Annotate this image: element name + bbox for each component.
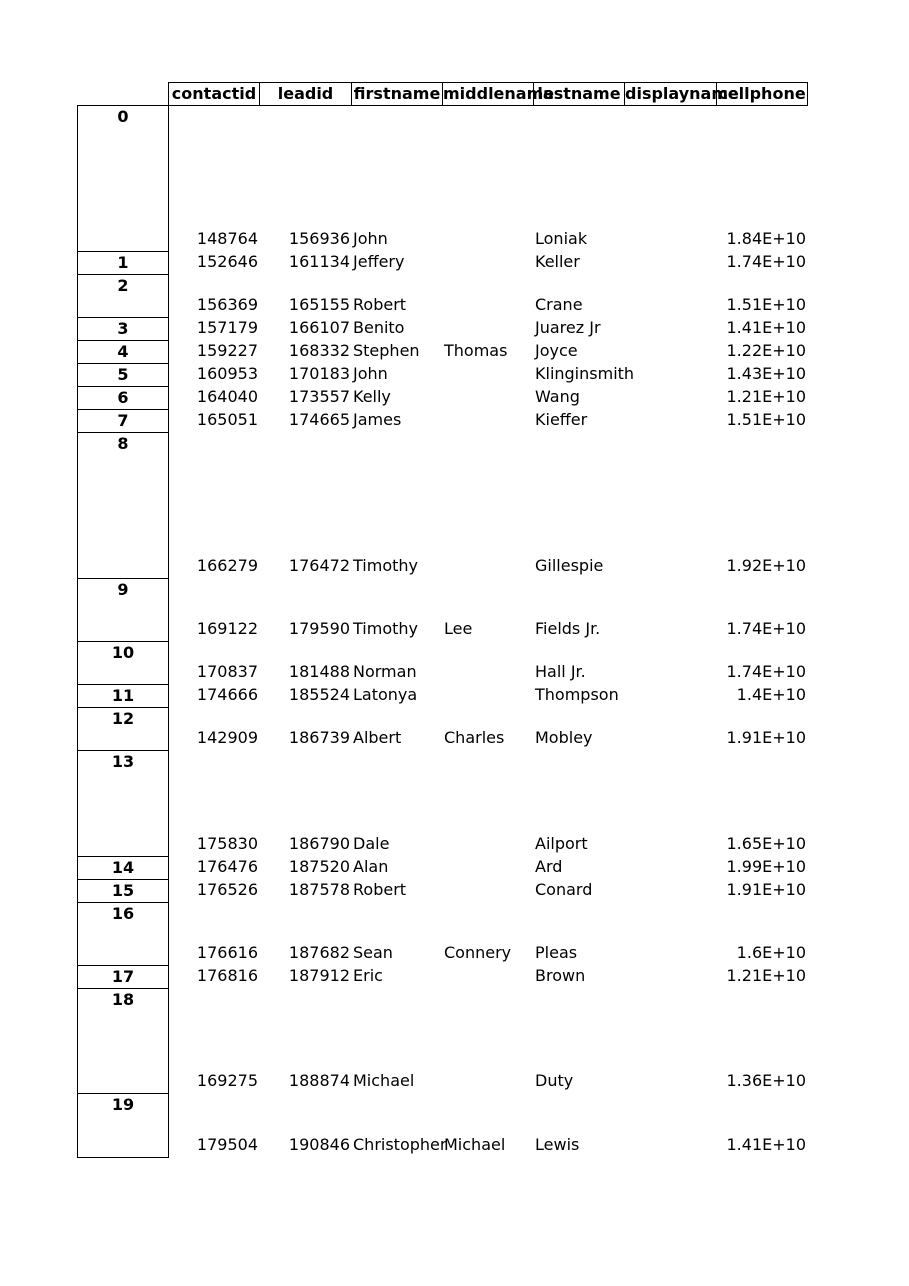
cell-cellphone[interactable]: 1.91E+10 [726,880,806,899]
cell-displayname[interactable] [626,318,717,338]
cell-firstname[interactable]: Albert [353,728,402,747]
cell-cellphone[interactable]: 1.21E+10 [726,387,806,406]
row-index[interactable]: 8 [77,432,169,579]
cell-contactid[interactable]: 164040 [196,387,258,406]
cell-displayname[interactable] [626,295,717,315]
row-index[interactable]: 3 [77,317,169,341]
cell-firstname[interactable]: Robert [353,880,407,899]
cell-leadid[interactable]: 170183 [288,364,350,383]
column-header-leadid[interactable]: leadid [259,82,352,106]
cell-contactid[interactable]: 148764 [196,229,258,248]
row-index[interactable]: 13 [77,750,169,857]
cell-contactid[interactable]: 152646 [196,252,258,271]
cell-cellphone[interactable]: 1.22E+10 [726,341,806,360]
cell-displayname[interactable] [626,1135,717,1155]
cell-firstname[interactable]: Michael [353,1071,415,1090]
row-index[interactable]: 2 [77,274,169,318]
cell-firstname[interactable]: Norman [353,662,417,681]
cell-firstname[interactable]: Alan [353,857,389,876]
cell-contactid[interactable]: 165051 [196,410,258,429]
cell-middlename[interactable] [444,834,534,854]
cell-cellphone[interactable]: 1.84E+10 [726,229,806,248]
cell-contactid[interactable]: 157179 [196,318,258,337]
cell-firstname[interactable]: Kelly [353,387,391,406]
row-index[interactable]: 14 [77,856,169,880]
cell-leadid[interactable]: 179590 [288,619,350,638]
column-header-lastname[interactable]: lastname [533,82,625,106]
cell-cellphone[interactable]: 1.74E+10 [726,662,806,681]
cell-firstname[interactable]: Robert [353,295,407,314]
cell-contactid[interactable]: 176526 [196,880,258,899]
cell-leadid[interactable]: 168332 [288,341,350,360]
cell-displayname[interactable] [626,1071,717,1091]
cell-middlename[interactable] [444,662,534,682]
cell-middlename[interactable] [444,252,534,272]
cell-displayname[interactable] [626,662,717,682]
row-index[interactable]: 1 [77,251,169,275]
cell-contactid[interactable]: 169275 [196,1071,258,1090]
column-header-displayname[interactable]: displayname [624,82,717,106]
cell-displayname[interactable] [626,834,717,854]
cell-leadid[interactable]: 173557 [288,387,350,406]
column-header-contactid[interactable]: contactid [168,82,260,106]
cell-lastname[interactable]: Mobley [535,728,593,747]
cell-leadid[interactable]: 161134 [288,252,350,271]
cell-cellphone[interactable]: 1.99E+10 [726,857,806,876]
cell-middlename[interactable]: Lee [444,619,473,638]
row-index[interactable]: 10 [77,641,169,685]
cell-lastname[interactable]: Conard [535,880,593,899]
cell-firstname[interactable]: Latonya [353,685,418,704]
cell-leadid[interactable]: 176472 [288,556,350,575]
cell-contactid[interactable]: 156369 [196,295,258,314]
cell-leadid[interactable]: 165155 [288,295,350,314]
cell-cellphone[interactable]: 1.51E+10 [726,295,806,314]
cell-contactid[interactable]: 142909 [196,728,258,747]
cell-leadid[interactable]: 174665 [288,410,350,429]
column-header-firstname[interactable]: firstname [351,82,443,106]
cell-lastname[interactable]: Ailport [535,834,588,853]
cell-middlename[interactable]: Charles [444,728,505,747]
cell-displayname[interactable] [626,229,717,249]
cell-leadid[interactable]: 187520 [288,857,350,876]
cell-firstname[interactable]: Jeffery [353,252,405,271]
cell-cellphone[interactable]: 1.92E+10 [726,556,806,575]
cell-lastname[interactable]: Thompson [535,685,619,704]
cell-middlename[interactable] [444,364,534,384]
cell-displayname[interactable] [626,685,717,705]
cell-lastname[interactable]: Duty [535,1071,574,1090]
cell-middlename[interactable] [444,857,534,877]
cell-lastname[interactable]: Ard [535,857,563,876]
cell-cellphone[interactable]: 1.36E+10 [726,1071,806,1090]
cell-contactid[interactable]: 159227 [196,341,258,360]
cell-contactid[interactable]: 166279 [196,556,258,575]
cell-middlename[interactable] [444,685,534,705]
cell-contactid[interactable]: 176476 [196,857,258,876]
row-index[interactable]: 18 [77,988,169,1094]
cell-leadid[interactable]: 190846 [288,1135,350,1154]
cell-firstname[interactable]: John [353,229,388,248]
cell-lastname[interactable]: Gillespie [535,556,604,575]
column-header-cellphone[interactable]: cellphone [716,82,808,106]
row-index[interactable]: 4 [77,340,169,364]
cell-lastname[interactable]: Klinginsmith [535,364,635,383]
cell-displayname[interactable] [626,619,717,639]
cell-firstname[interactable]: Sean [353,943,393,962]
cell-displayname[interactable] [626,966,717,986]
row-index[interactable]: 19 [77,1093,169,1158]
cell-middlename[interactable] [444,880,534,900]
row-index[interactable]: 11 [77,684,169,708]
cell-firstname[interactable]: Dale [353,834,390,853]
cell-leadid[interactable]: 188874 [288,1071,350,1090]
cell-lastname[interactable]: Loniak [535,229,588,248]
row-index[interactable]: 7 [77,409,169,433]
cell-middlename[interactable] [444,1071,534,1091]
cell-middlename[interactable]: Connery [444,943,512,962]
cell-cellphone[interactable]: 1.91E+10 [726,728,806,747]
column-header-middlename[interactable]: middlename [442,82,534,106]
cell-leadid[interactable]: 186739 [288,728,350,747]
cell-lastname[interactable]: Pleas [535,943,578,962]
cell-cellphone[interactable]: 1.41E+10 [726,1135,806,1154]
cell-cellphone[interactable]: 1.43E+10 [726,364,806,383]
cell-displayname[interactable] [626,387,717,407]
cell-lastname[interactable]: Juarez Jr [535,318,601,337]
cell-leadid[interactable]: 166107 [288,318,350,337]
cell-middlename[interactable] [444,229,534,249]
cell-lastname[interactable]: Brown [535,966,586,985]
cell-displayname[interactable] [626,410,717,430]
cell-contactid[interactable]: 176616 [196,943,258,962]
cell-leadid[interactable]: 187912 [288,966,350,985]
cell-cellphone[interactable]: 1.74E+10 [726,252,806,271]
cell-displayname[interactable] [626,364,717,384]
cell-cellphone[interactable]: 1.4E+10 [736,685,806,704]
cell-displayname[interactable] [626,728,717,748]
cell-middlename[interactable] [444,966,534,986]
cell-leadid[interactable]: 181488 [288,662,350,681]
row-index[interactable]: 12 [77,707,169,751]
cell-contactid[interactable]: 174666 [196,685,258,704]
cell-lastname[interactable]: Joyce [535,341,578,360]
cell-cellphone[interactable]: 1.21E+10 [726,966,806,985]
cell-contactid[interactable]: 175830 [196,834,258,853]
cell-contactid[interactable]: 169122 [196,619,258,638]
cell-middlename[interactable]: Michael [444,1135,506,1154]
cell-leadid[interactable]: 187682 [288,943,350,962]
cell-displayname[interactable] [626,943,717,963]
cell-displayname[interactable] [626,341,717,361]
row-index[interactable]: 0 [77,105,169,252]
cell-displayname[interactable] [626,857,717,877]
cell-firstname[interactable]: Stephen [353,341,420,360]
cell-firstname[interactable]: Christopher [353,1135,447,1154]
cell-middlename[interactable] [444,387,534,407]
cell-lastname[interactable]: Keller [535,252,580,271]
row-index[interactable]: 6 [77,386,169,410]
cell-contactid[interactable]: 176816 [196,966,258,985]
cell-cellphone[interactable]: 1.74E+10 [726,619,806,638]
cell-middlename[interactable] [444,295,534,315]
cell-firstname[interactable]: Timothy [353,619,418,638]
cell-middlename[interactable]: Thomas [444,341,508,360]
cell-leadid[interactable]: 156936 [288,229,350,248]
cell-lastname[interactable]: Crane [535,295,583,314]
row-index[interactable]: 9 [77,578,169,642]
cell-cellphone[interactable]: 1.51E+10 [726,410,806,429]
cell-firstname[interactable]: James [353,410,402,429]
cell-contactid[interactable]: 160953 [196,364,258,383]
row-index[interactable]: 17 [77,965,169,989]
cell-firstname[interactable]: Eric [353,966,383,985]
cell-leadid[interactable]: 186790 [288,834,350,853]
cell-contactid[interactable]: 179504 [196,1135,258,1154]
cell-middlename[interactable] [444,318,534,338]
cell-lastname[interactable]: Fields Jr. [535,619,601,638]
cell-leadid[interactable]: 187578 [288,880,350,899]
row-index[interactable]: 5 [77,363,169,387]
cell-displayname[interactable] [626,556,717,576]
cell-lastname[interactable]: Hall Jr. [535,662,586,681]
cell-lastname[interactable]: Kieffer [535,410,588,429]
cell-contactid[interactable]: 170837 [196,662,258,681]
cell-firstname[interactable]: Benito [353,318,405,337]
cell-cellphone[interactable]: 1.6E+10 [736,943,806,962]
cell-lastname[interactable]: Lewis [535,1135,580,1154]
row-index[interactable]: 16 [77,902,169,966]
cell-lastname[interactable]: Wang [535,387,580,406]
cell-cellphone[interactable]: 1.41E+10 [726,318,806,337]
cell-firstname[interactable]: Timothy [353,556,418,575]
cell-firstname[interactable]: John [353,364,388,383]
cell-cellphone[interactable]: 1.65E+10 [726,834,806,853]
row-index[interactable]: 15 [77,879,169,903]
cell-leadid[interactable]: 185524 [288,685,350,704]
cell-displayname[interactable] [626,880,717,900]
cell-middlename[interactable] [444,410,534,430]
cell-middlename[interactable] [444,556,534,576]
cell-displayname[interactable] [626,252,717,272]
